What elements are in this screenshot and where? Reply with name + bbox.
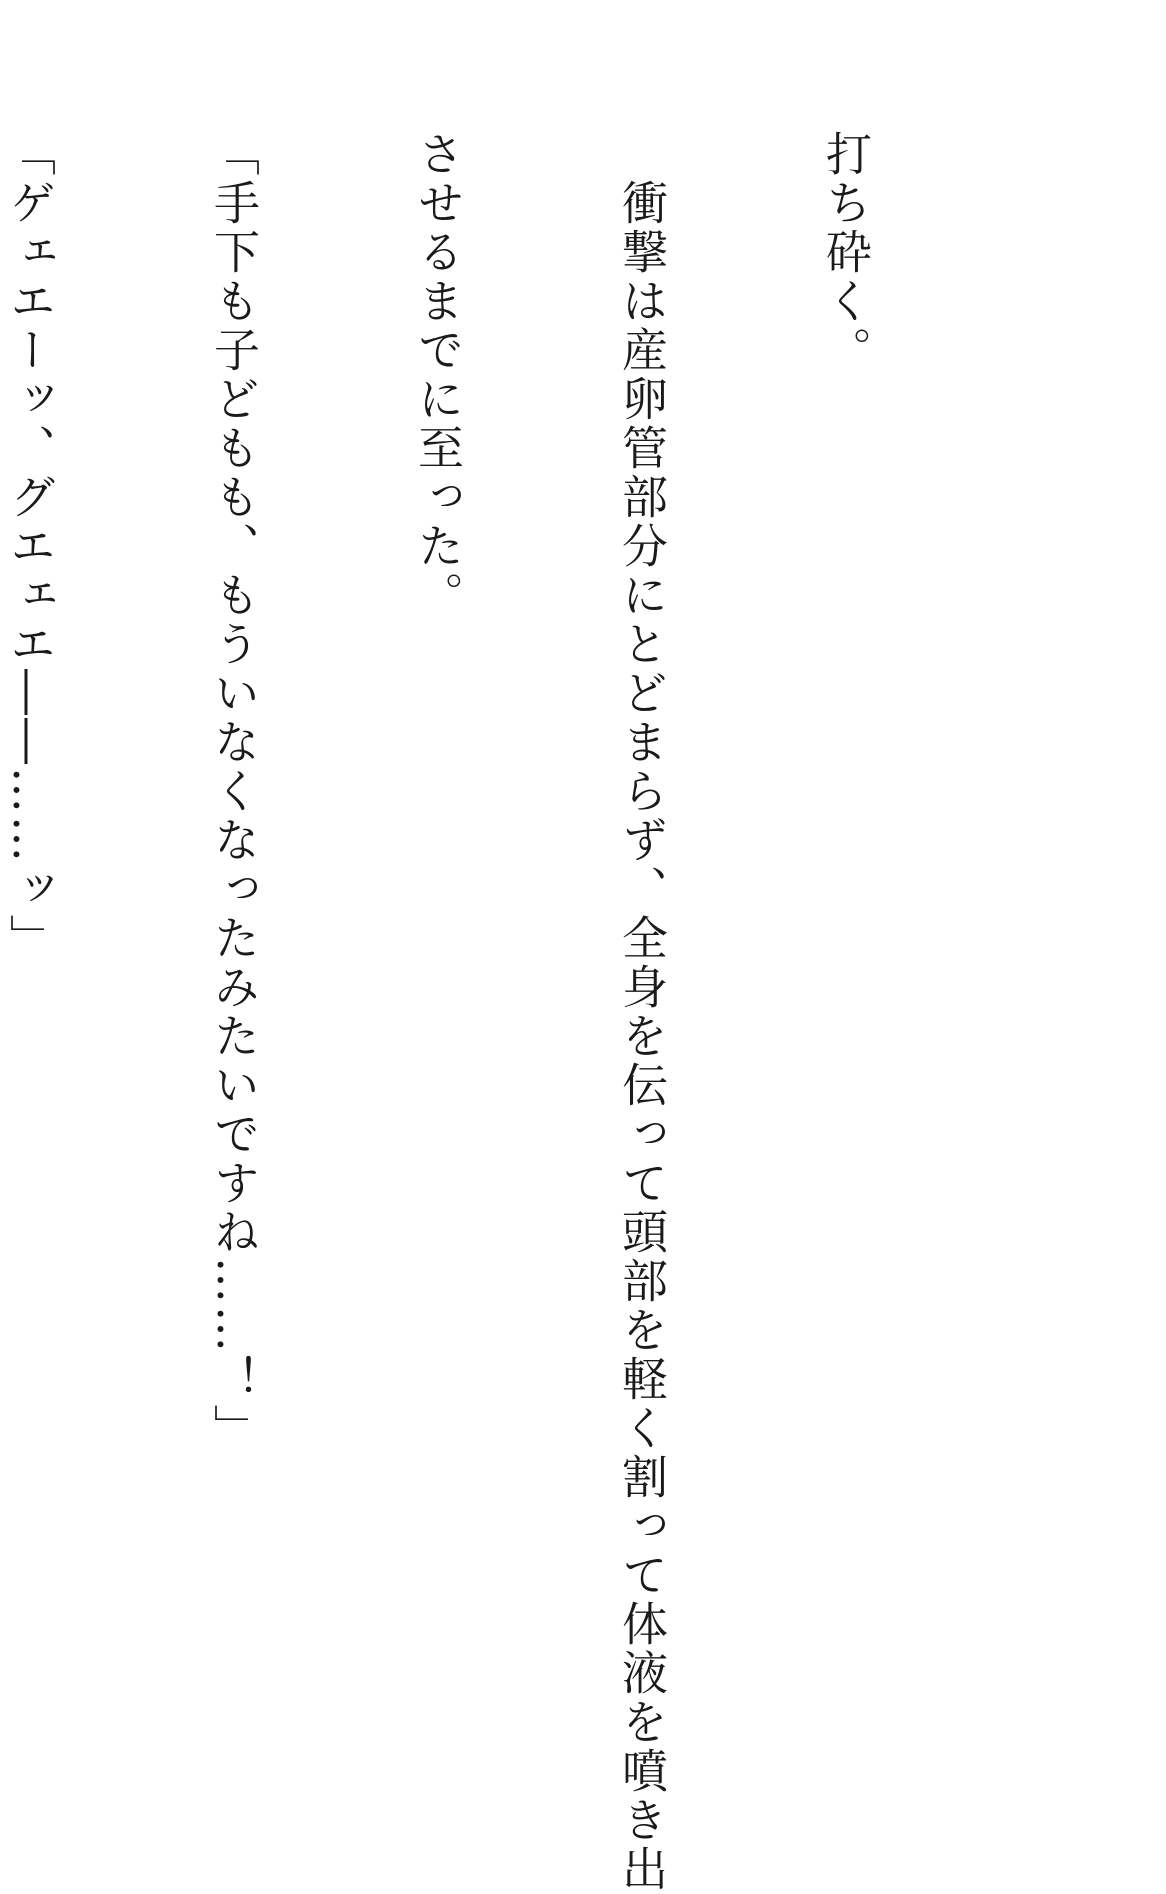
text-line: させるまでに至った。: [411, 130, 465, 620]
vertical-text-body: [0, 130, 1016, 1894]
text-line: 衝撃は産卵管部分にとどまらず、全身を伝って頭部を軽く割って体液を噴き出: [615, 130, 669, 1894]
text-line: 「ゲェエーッ、グエェエ――……ッ」: [3, 130, 57, 963]
text-line: 打ち砕く。: [819, 130, 873, 375]
text-line: 「手下も子どもも、もういなくなったみたいですね……！」: [207, 130, 261, 1453]
